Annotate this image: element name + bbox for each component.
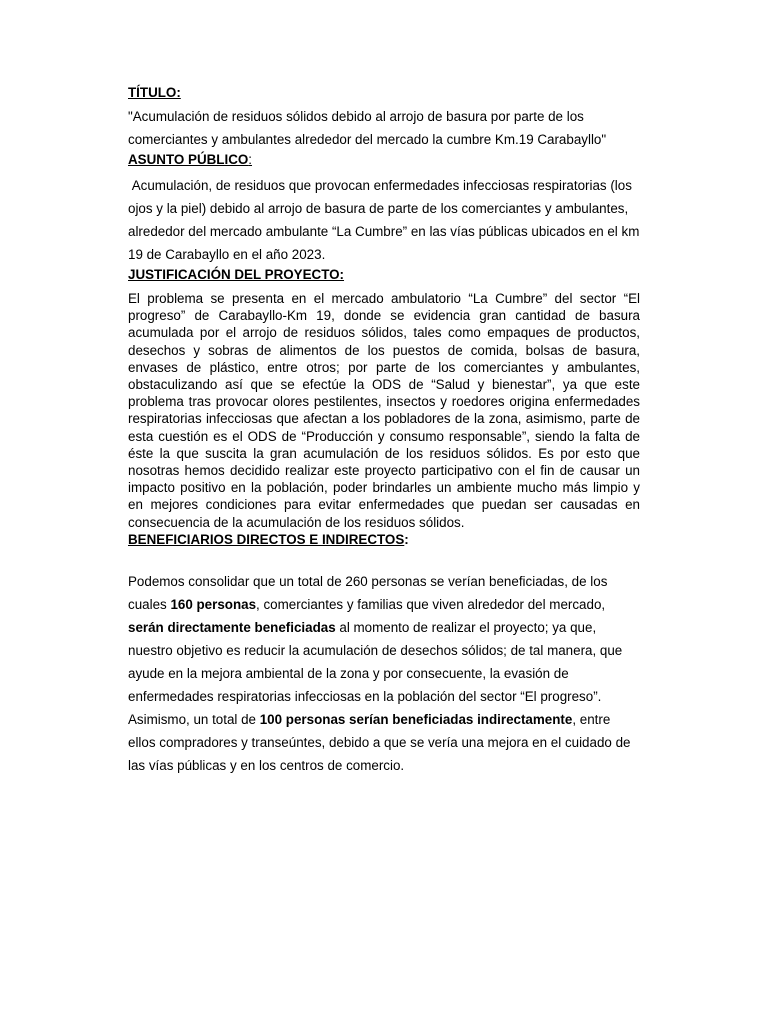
beneficiarios-label-suffix: : xyxy=(404,531,409,547)
asunto-label: ASUNTO PÚBLICO xyxy=(128,152,249,167)
beneficiarios-part1: Podemos consolidar que un total de 260 personas se verían beneficiadas, de los cuales xyxy=(128,573,608,612)
titulo-heading xyxy=(128,84,640,102)
asunto-text: Acumulación, de residuos que provocan enfermedades infecciosas respiratorias (los ojos y la piel) debido al arrojo de basura de parte de los comerciantes y ambulantes, alrededor del mercado ambulante “La Cumbre” en las vías públicas ubicados en el km 19 de Carabayllo en el año 2023. xyxy=(128,178,644,262)
asunto-label-suffix: : xyxy=(248,152,253,167)
beneficiarios-bold3: 100 personas serían beneficiadas indirectamente xyxy=(259,711,573,727)
beneficiarios-part2: , comerciantes y familias que viven alrededor del mercado, xyxy=(256,596,606,612)
document-page xyxy=(128,84,644,777)
beneficiarios-part4: , entre ellos compradores y transeúntes, debido a que se vería una mejora en el cuidado de las vías públicas y en los centros de comercio. xyxy=(128,711,631,773)
justificacion-text: El problema se presenta en el mercado ambulatorio “La Cumbre” del sector “El progreso” de Carabayllo-Km 19, donde se evidencia gran cantidad de basura acumulada por el arrojo de residuos sólidos, tales como empaques de productos, desechos y sobras de alimentos de los puestos de comida, bolsas de basura, envases de plástico, entre otros; por parte de los comerciantes y ambulantes, obstaculizando así que se efectúe la ODS de “Salud y bienestar”, ya que este problema tras provocar olores pestilentes, insectos y roedores origina enfermedades respiratorias infecciosas que afectan a los pobladores de la zona, asimismo, parte de esta cuestión es el ODS de “Producción y consumo responsable”, siendo la falta de éste la que suscita la gran acumulación de los residuos sólidos. Es por esto que nosotras hemos decidido realizar este proyecto participativo con el fin de causar un impacto positivo en la población, poder brindarles un ambiente mucho más limpio y en mejores condiciones para evitar enfermedades que puedan ser causadas en consecuencia de la acumulación de los residuos sólidos. xyxy=(128,291,640,530)
beneficiarios-heading xyxy=(128,531,640,549)
beneficiarios-bold1: 160 personas xyxy=(170,596,257,612)
titulo-text: "Acumulación de residuos sólidos debido al arrojo de basura por parte de los comerciantes y ambulantes alrededor del mercado la cumbre Km.19 Carabayllo" xyxy=(128,109,607,147)
asunto-heading xyxy=(128,151,640,169)
beneficiarios-label: BENEFICIARIOS DIRECTOS E INDIRECTOS xyxy=(128,531,405,547)
beneficiarios-part3: al momento de realizar el proyecto; ya que, nuestro objetivo es reducir la acumulación de desechos sólidos; de tal manera, que ayude en la mejora ambiental de la zona y por consecuente, la evasión de enfermedades respiratorias infecciosas en la población del sector “El progreso”. Asimismo, un total de xyxy=(128,619,623,727)
beneficiarios-bold2: serán directamente beneficiadas xyxy=(128,619,336,635)
justificacion-label: JUSTIFICACIÓN DEL PROYECTO: xyxy=(128,267,345,282)
justificacion-heading xyxy=(128,266,640,284)
beneficiarios-text xyxy=(128,570,640,777)
titulo-label: TÍTULO: xyxy=(128,85,181,100)
